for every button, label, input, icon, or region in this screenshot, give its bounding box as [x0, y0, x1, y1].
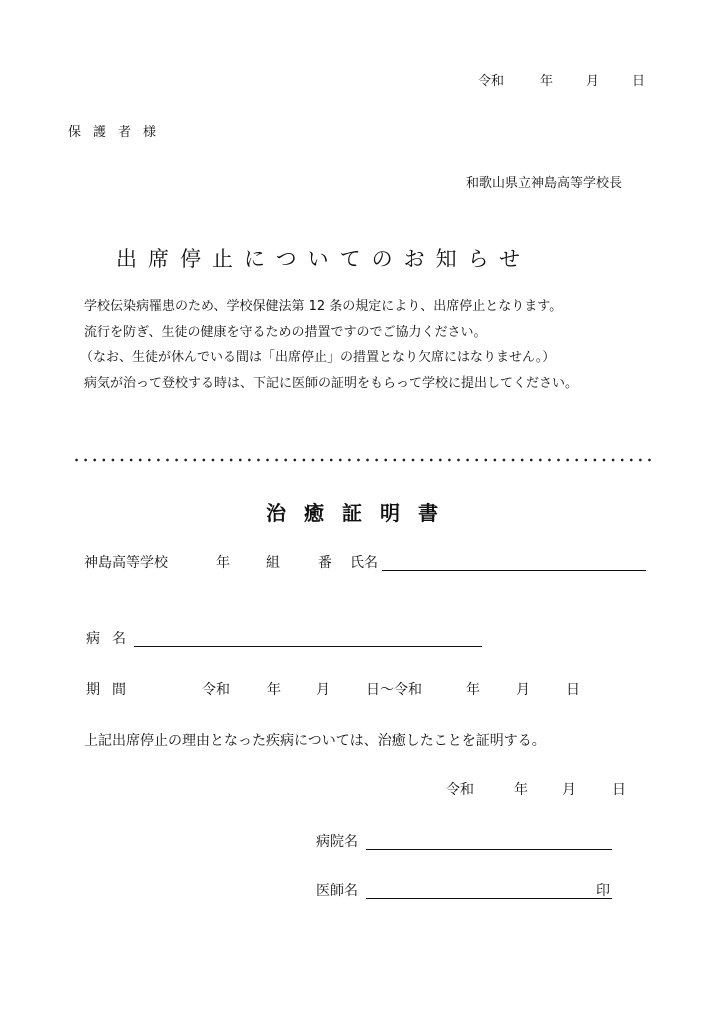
disease-label: 病名 — [86, 631, 138, 647]
notice-date-month: 月 — [586, 74, 600, 89]
seal-mark: 印 — [596, 883, 610, 899]
period-from-year: 年 — [267, 682, 281, 698]
hospital-label: 病院名 — [316, 834, 358, 850]
doctor-name-field[interactable] — [366, 898, 612, 899]
certificate-date-month: 月 — [562, 782, 576, 798]
number-label: 番 — [318, 555, 332, 571]
notice-body-line: （なお、生徒が休んでいる間は「出席停止」の措置となり欠席にはなりません。） — [80, 350, 556, 365]
period-from-month: 月 — [316, 682, 330, 698]
disease-name-field[interactable] — [134, 646, 482, 647]
notice-title: 出席停止についてのお知らせ — [116, 247, 531, 271]
notice-date-year: 年 — [540, 74, 554, 89]
period-from-day: 日～令和 — [366, 682, 422, 698]
notice-date-era: 令和 — [478, 74, 505, 89]
hospital-name-field[interactable] — [366, 849, 612, 850]
notice-body-line: 病気が治って登校する時は、下記に医師の証明をもらって学校に提出してください。 — [84, 376, 579, 391]
period-from-era: 令和 — [202, 682, 230, 698]
notice-recipient: 保護者様 — [68, 125, 169, 140]
certificate-statement: 上記出席停止の理由となった疾病については、治癒したことを証明する。 — [84, 733, 546, 749]
certificate-date-day: 日 — [612, 782, 626, 798]
notice-body-line: 学校伝染病罹患のため、学校保健法第 12 条の規定により、出席停止となります。 — [84, 299, 563, 314]
student-name-field[interactable] — [382, 570, 646, 571]
certificate-date-year: 年 — [514, 782, 528, 798]
notice-date-day: 日 — [632, 74, 646, 89]
school-name: 神島高等学校 — [84, 555, 168, 571]
period-to-year: 年 — [466, 682, 480, 698]
class-label: 組 — [266, 555, 280, 571]
period-label: 期間 — [86, 682, 138, 698]
year-label: 年 — [216, 555, 230, 571]
period-to-month: 月 — [516, 682, 530, 698]
certificate-title: 治癒証明書 — [266, 501, 456, 525]
period-to-day: 日 — [566, 682, 580, 698]
notice-sender: 和歌山県立神島高等学校長 — [466, 176, 623, 191]
certificate-date-era: 令和 — [446, 782, 474, 798]
notice-body-line: 流行を防ぎ、生徒の健康を守るための措置ですのでご協力ください。 — [84, 325, 487, 340]
student-name-label: 氏名 — [350, 555, 378, 571]
doctor-label: 医師名 — [316, 883, 358, 899]
dotted-cut-line — [72, 458, 654, 462]
